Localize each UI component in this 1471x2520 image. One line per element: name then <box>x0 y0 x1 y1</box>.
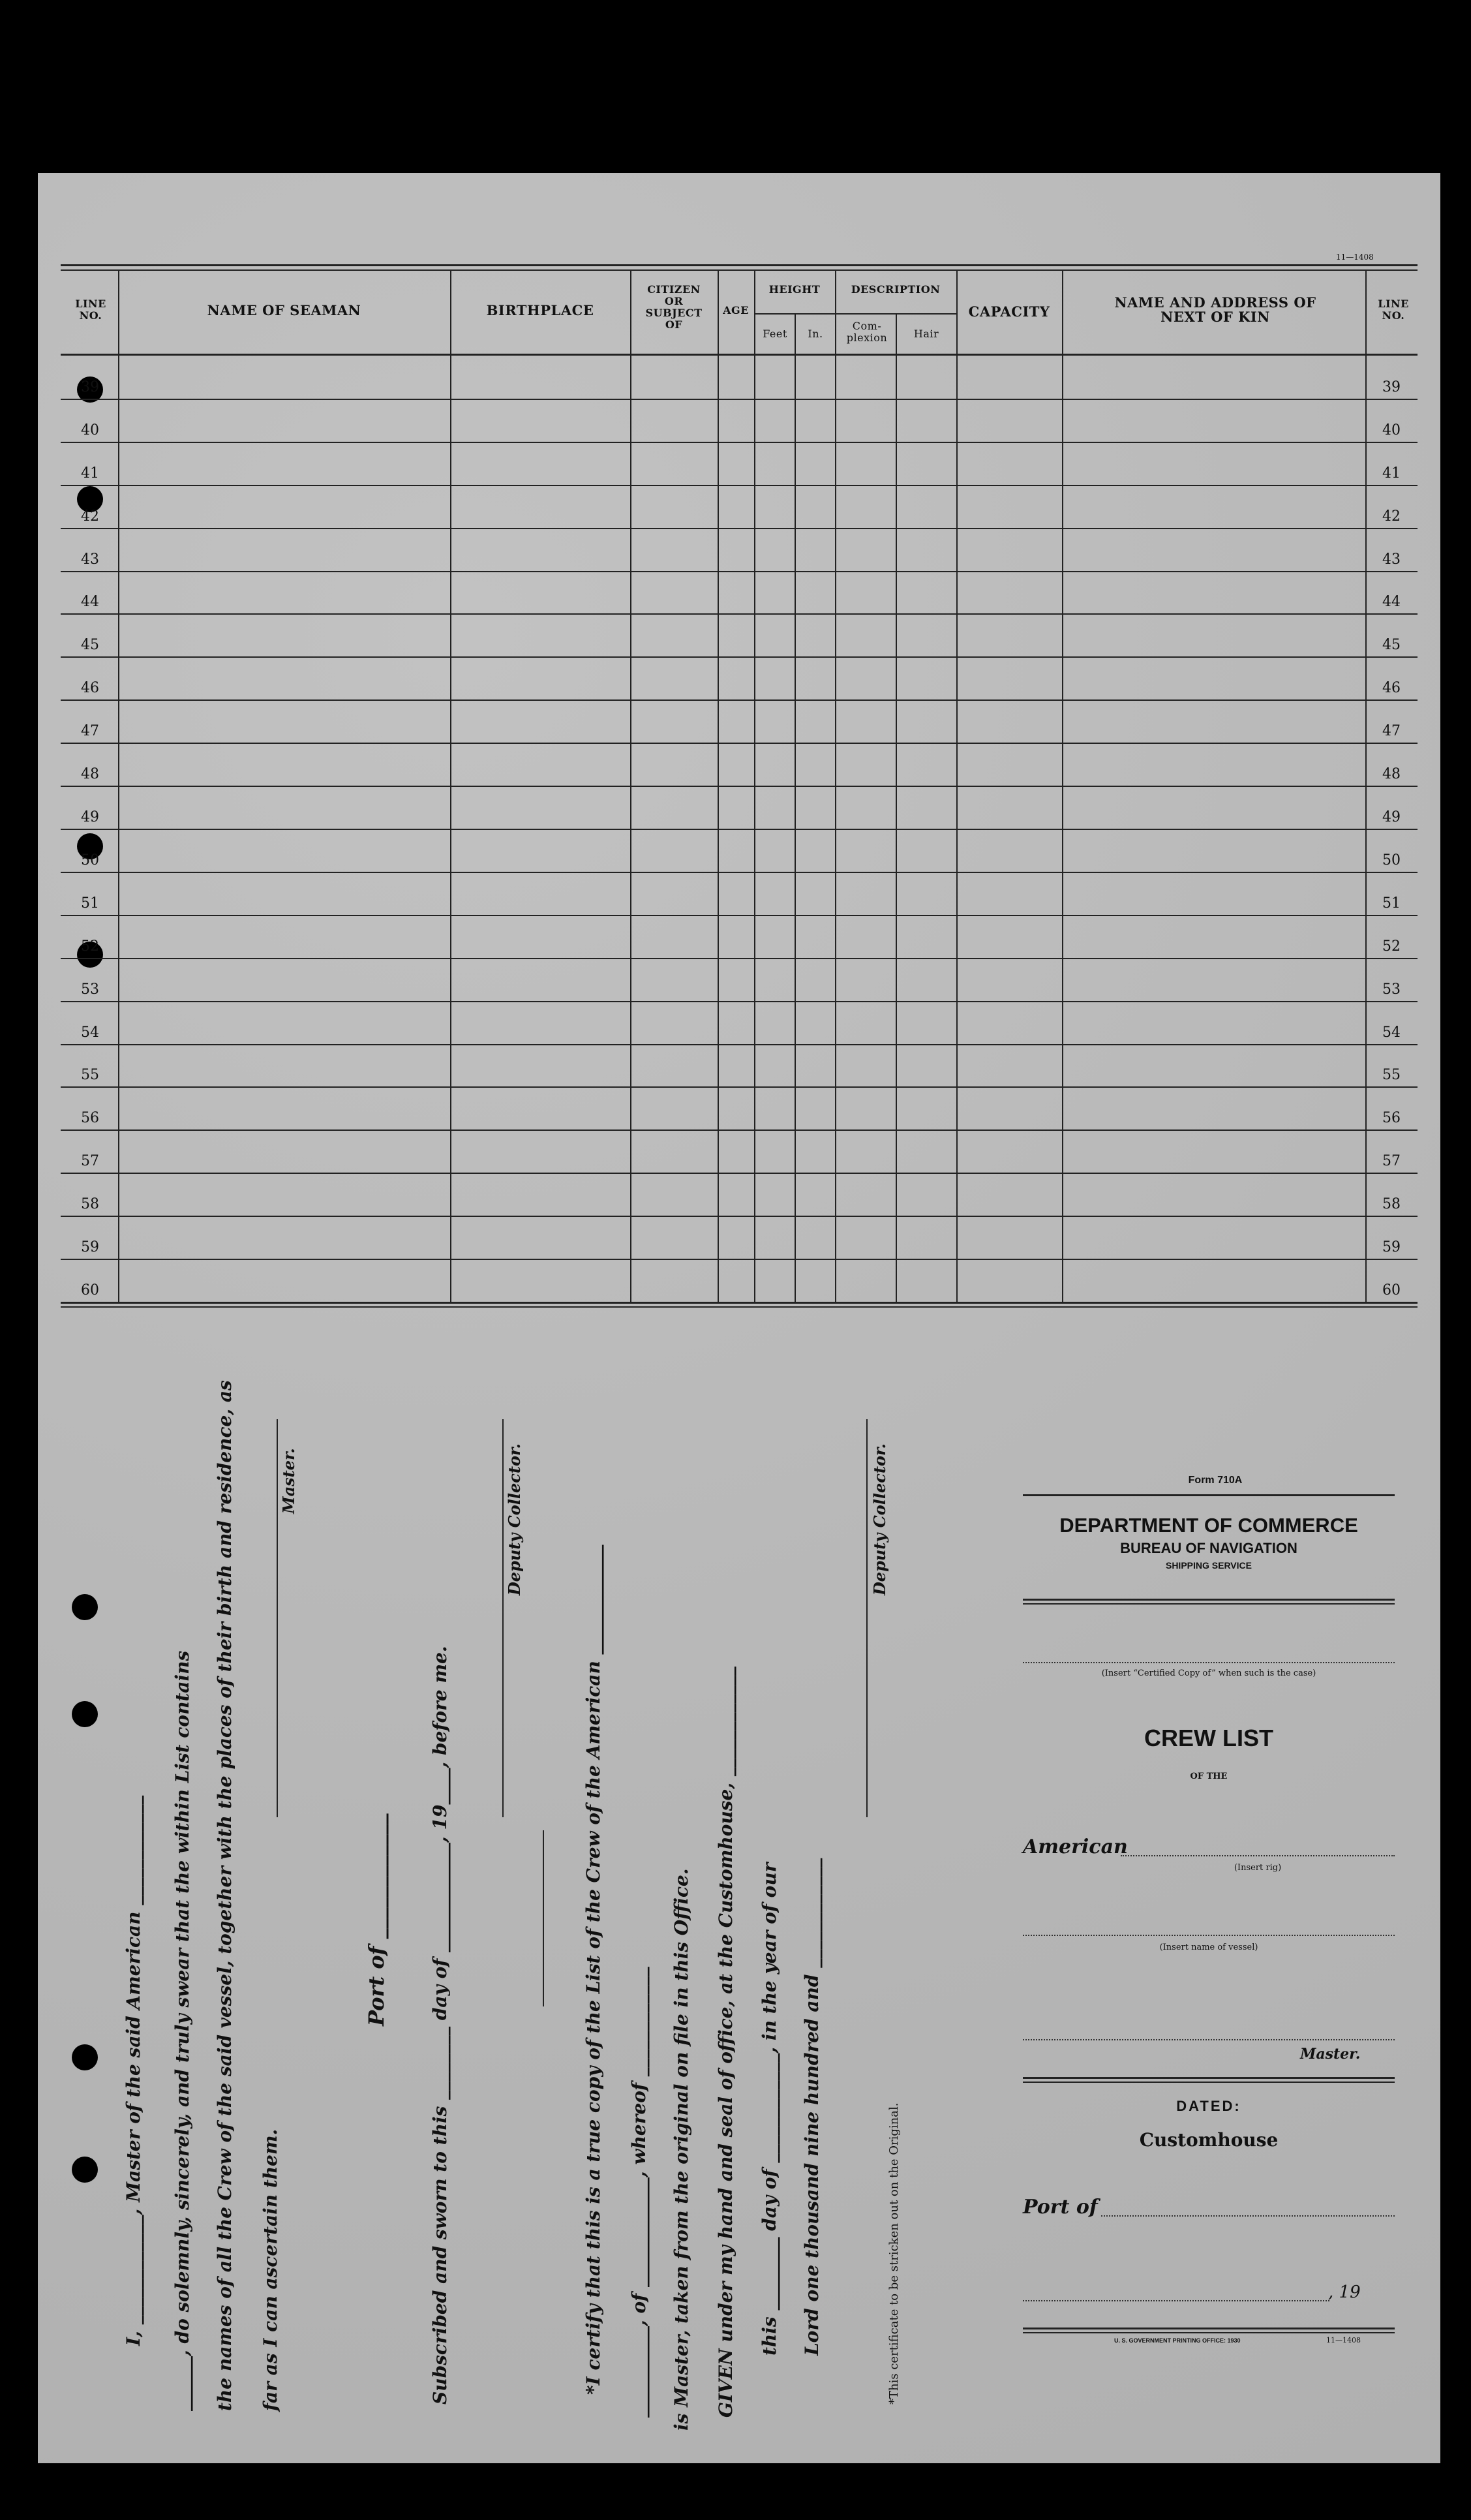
form-page <box>38 173 1440 2463</box>
certificate-line-6: Lord one thousand nine hundred and ____________ <box>801 1858 823 2356</box>
line-number-left: 50 <box>81 852 99 868</box>
port-field[interactable] <box>1101 2215 1395 2217</box>
table-row[interactable] <box>61 1001 1418 1044</box>
line-number-right: 41 <box>1382 465 1401 482</box>
insert-certified-note: (Insert “Certified Copy of” when such is the case) <box>1101 1668 1316 1678</box>
certificate-line-4: GIVEN under my hand and seal of office, at the Customhouse, ____________ <box>715 1667 736 2418</box>
header-description: DESCRIPTION <box>851 283 941 296</box>
insert-name-note: (Insert name of vessel) <box>1159 1943 1258 1952</box>
american-label: American <box>1023 1836 1128 1858</box>
line-number-left: 52 <box>81 938 99 955</box>
header-complexion: Com- plexion <box>846 320 888 344</box>
line-number-left: 58 <box>81 1196 99 1213</box>
line-number-left: 43 <box>81 551 99 568</box>
line-number-right: 58 <box>1382 1196 1401 1213</box>
line-number-left: 53 <box>81 981 99 998</box>
table-row[interactable] <box>61 1259 1418 1302</box>
affidavit-line-4: far as I can ascertain them. <box>260 2128 281 2411</box>
line-number-right: 60 <box>1382 1282 1401 1298</box>
line-number-left: 42 <box>81 508 99 525</box>
table-row[interactable] <box>61 1086 1418 1129</box>
table-row[interactable] <box>61 915 1418 958</box>
line-number-right: 54 <box>1382 1024 1401 1041</box>
header-in: In. <box>808 328 823 340</box>
line-number-left: 56 <box>81 1110 99 1127</box>
affidavit-line-1: I, ____________, Master of the said American ____________ <box>123 1795 144 2346</box>
line-number-right: 59 <box>1382 1239 1401 1256</box>
cover-master-label: Master. <box>1300 2046 1361 2063</box>
master-signature-label: Master. <box>279 1448 298 1514</box>
date-field[interactable] <box>1023 2300 1329 2301</box>
header-name-of-seaman: NAME OF SEAMAN <box>207 302 361 318</box>
subscribed-sworn: Subscribed and sworn to this ________ day of ____________, 19____, before me. <box>429 1646 451 2405</box>
line-number-left: 40 <box>81 422 99 438</box>
line-number-left: 54 <box>81 1024 99 1041</box>
cover-port-of-label: Port of <box>1023 2196 1098 2219</box>
line-number-left: 44 <box>81 594 99 611</box>
line-number-right: 55 <box>1382 1067 1401 1084</box>
table-row[interactable] <box>61 1173 1418 1216</box>
of-the-label: OF THE <box>1190 1772 1228 1781</box>
line-number-right: 53 <box>1382 981 1401 998</box>
crew-table <box>61 264 1418 1308</box>
affidavit-line-2: ______, do solemnly, sincerely, and truly swear that the within List contains <box>172 1650 193 2411</box>
line-number-left: 51 <box>81 895 99 912</box>
header-feet: Feet <box>763 328 787 340</box>
table-row[interactable] <box>61 786 1418 829</box>
line-number-left: 48 <box>81 766 99 783</box>
crew-list-title: CREW LIST <box>1144 1725 1273 1751</box>
deputy-collector-2: Deputy Collector. <box>870 1443 889 1595</box>
line-number-right: 47 <box>1382 723 1401 740</box>
line-number-left: 39 <box>81 378 99 395</box>
affidavit-line-3: the names of all the Crew of the said vessel, together with the places of their birth and residence, as <box>214 1380 235 2411</box>
header-capacity: CAPACITY <box>968 303 1050 320</box>
deputy-collector-1: Deputy Collector. <box>505 1443 524 1595</box>
punch-hole <box>72 1701 98 1727</box>
table-row[interactable] <box>61 872 1418 915</box>
line-number-right: 46 <box>1382 680 1401 697</box>
line-number-right: 56 <box>1382 1110 1401 1127</box>
punch-hole <box>72 2157 98 2183</box>
table-row[interactable] <box>61 1216 1418 1259</box>
certificate-line-5: this ________ day of ____________, in the year of our <box>759 1862 780 2356</box>
line-number-right: 45 <box>1382 637 1401 654</box>
line-number-right: 52 <box>1382 938 1401 955</box>
line-number-right: 57 <box>1382 1153 1401 1170</box>
customhouse-label: Customhouse <box>1139 2129 1279 2151</box>
line-number-left: 57 <box>81 1153 99 1170</box>
header-birthplace: BIRTHPLACE <box>486 302 594 318</box>
bureau-title: BUREAU OF NAVIGATION <box>1120 1540 1297 1556</box>
header-line-no: LINE NO. <box>75 298 106 322</box>
header-height: HEIGHT <box>768 283 821 296</box>
table-row[interactable] <box>61 656 1418 699</box>
line-number-right: 49 <box>1382 808 1401 825</box>
printing-office: U. S. GOVERNMENT PRINTING OFFICE: 1930 <box>1114 2337 1241 2344</box>
form-number: Form 710A <box>1188 1475 1243 1486</box>
form-code: 11—1408 <box>1336 253 1374 262</box>
line-number-left: 59 <box>81 1239 99 1256</box>
line-number-right: 50 <box>1382 852 1401 868</box>
line-number-right: 48 <box>1382 766 1401 783</box>
punch-hole <box>72 1594 98 1620</box>
table-row[interactable] <box>61 528 1418 571</box>
table-row[interactable] <box>61 699 1418 743</box>
table-row[interactable] <box>61 1129 1418 1173</box>
year-label: , 19 <box>1328 2282 1361 2302</box>
table-row[interactable] <box>61 356 1418 399</box>
vessel-rig-field[interactable] <box>1121 1855 1395 1856</box>
header-next-of-kin: NAME AND ADDRESS OF NEXT OF KIN <box>1114 294 1316 325</box>
service-title: SHIPPING SERVICE <box>1165 1560 1252 1571</box>
line-number-left: 60 <box>81 1282 99 1298</box>
table-row[interactable] <box>61 743 1418 786</box>
port-of-label: Port of ____________ <box>364 1813 389 2026</box>
table-row[interactable] <box>61 613 1418 656</box>
vessel-name-field[interactable] <box>1023 1935 1395 1936</box>
table-row[interactable] <box>61 958 1418 1001</box>
line-number-right: 42 <box>1382 508 1401 525</box>
certificate-line-3: is Master, taken from the original on file in this Office. <box>671 1868 692 2431</box>
header-hair: Hair <box>913 328 939 340</box>
line-number-right: 44 <box>1382 594 1401 611</box>
table-row[interactable] <box>61 1044 1418 1087</box>
header-age: AGE <box>723 304 749 316</box>
insert-rig-note: (Insert rig) <box>1234 1863 1282 1873</box>
header-citizen: CITIZEN OR SUBJECT OF <box>645 283 703 331</box>
line-number-left: 49 <box>81 808 99 825</box>
department-title: DEPARTMENT OF COMMERCE <box>1059 1514 1358 1537</box>
table-row[interactable] <box>61 571 1418 614</box>
certificate-footnote: *This certificate to be stricken out on the Original. <box>887 2102 901 2405</box>
punch-hole <box>72 2044 98 2070</box>
cover-form-code: 11—1408 <box>1326 2336 1361 2344</box>
line-number-right: 51 <box>1382 895 1401 912</box>
line-number-right: 43 <box>1382 551 1401 568</box>
line-number-right: 39 <box>1382 378 1401 395</box>
header-line-no-right: LINE NO. <box>1378 298 1409 322</box>
table-row[interactable] <box>61 399 1418 442</box>
line-number-left: 47 <box>81 723 99 740</box>
master-name-field[interactable] <box>1023 2039 1395 2040</box>
line-number-left: 46 <box>81 680 99 697</box>
certificate-line-1: *I certify that this is a true copy of the List of the Crew of the American ____________ <box>583 1544 604 2395</box>
line-number-right: 40 <box>1382 422 1401 438</box>
table-row[interactable] <box>61 829 1418 872</box>
dated-label: DATED: <box>1176 2098 1241 2114</box>
line-number-left: 41 <box>81 465 99 482</box>
table-row[interactable] <box>61 485 1418 528</box>
certificate-line-2: __________, of ____________, whereof ____________ <box>628 1967 650 2418</box>
table-row[interactable] <box>61 442 1418 485</box>
line-number-left: 45 <box>81 637 99 654</box>
line-number-left: 55 <box>81 1067 99 1084</box>
